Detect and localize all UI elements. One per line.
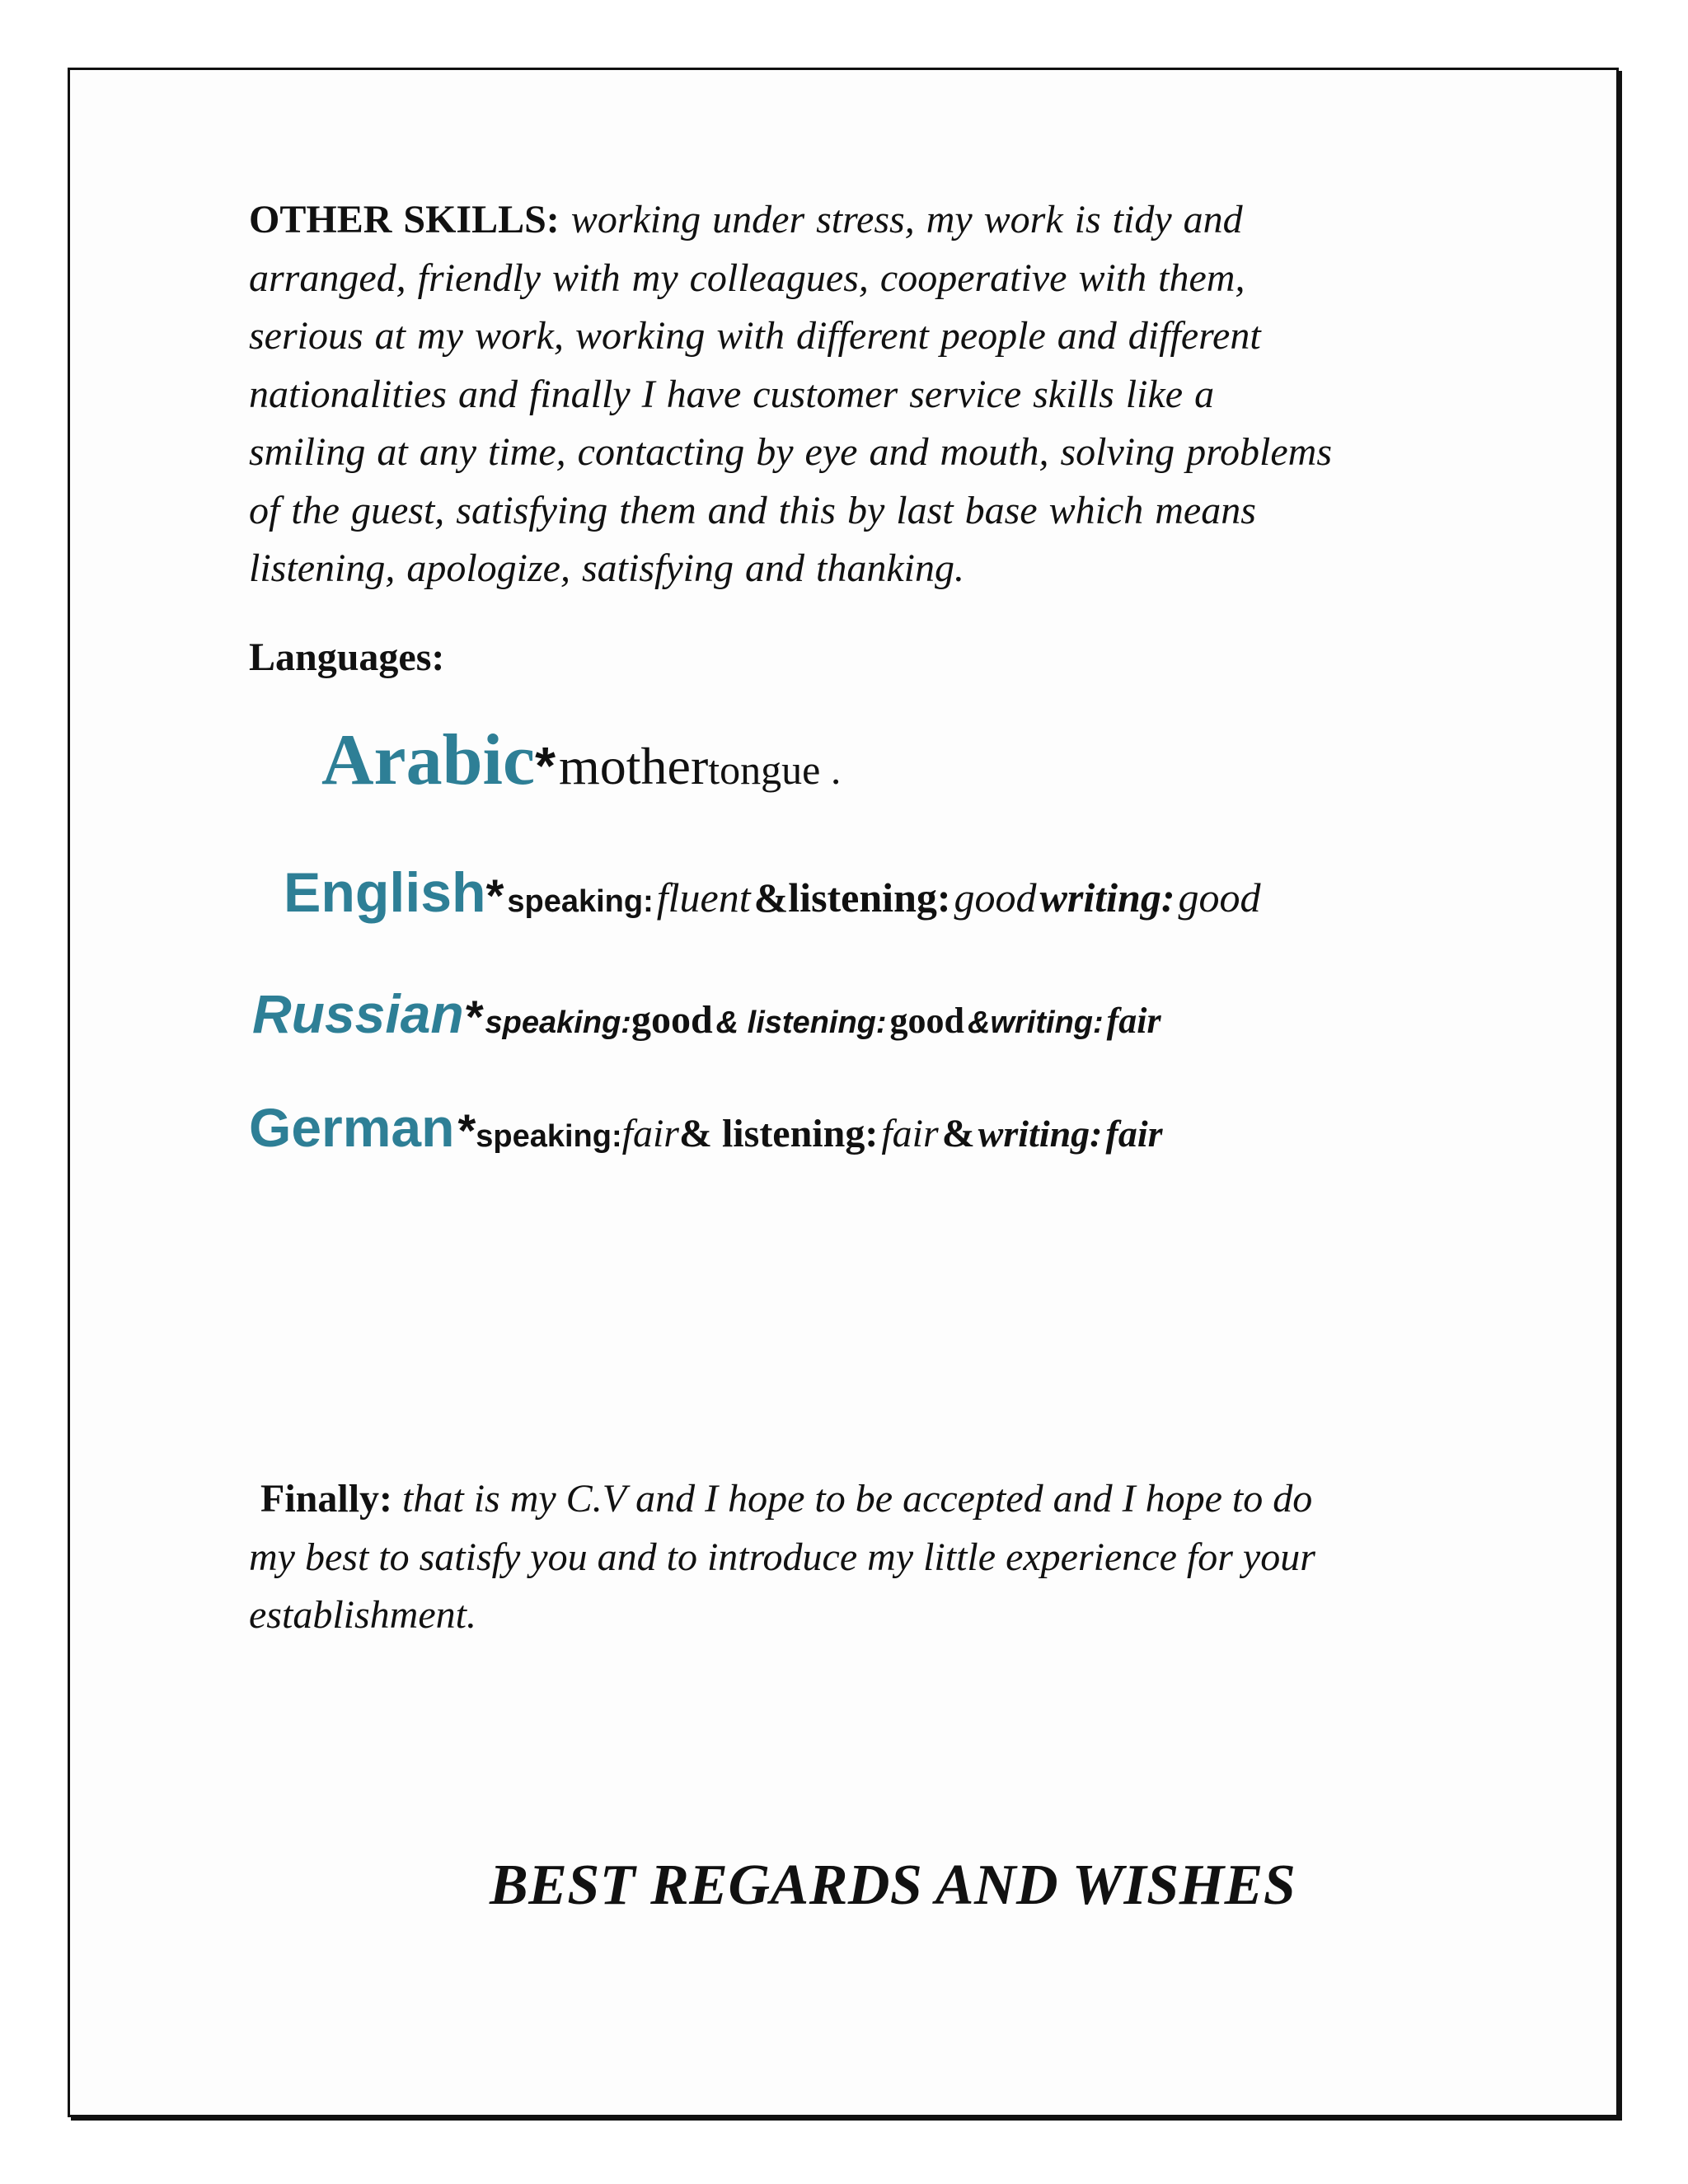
russian-listening-value: good [889, 1001, 965, 1041]
other-skills-line: smiling at any time, contacting by eye and mouth, solving problems [249, 430, 1333, 474]
german-listening-label: & listening: [678, 1112, 879, 1155]
german-amp: & [941, 1112, 975, 1155]
german-speaking-label: speaking: [476, 1119, 622, 1154]
other-skills-line: arranged, friendly with my colleagues, cooperative with them, [249, 255, 1245, 300]
finally-line: establishment. [249, 1593, 476, 1637]
language-name-russian: Russian [252, 983, 464, 1044]
other-skills-line: working under stress, my work is tidy and [570, 198, 1243, 241]
other-skills-line: nationalities and finally I have customer service skills like a [249, 372, 1215, 416]
russian-writing-value: fair [1106, 1001, 1161, 1041]
english-speaking-value: fluent [656, 874, 751, 921]
german-writing-value: fair [1105, 1113, 1163, 1155]
languages-title: Languages: [249, 635, 445, 679]
language-row-arabic [321, 719, 841, 802]
english-listening-label: &listening: [753, 874, 951, 921]
other-skills-line: of the guest, satisfying them and this by last base which means [249, 488, 1256, 532]
cv-content [249, 191, 1469, 1917]
english-writing-label: writing: [1039, 874, 1175, 921]
language-name-german: German [249, 1097, 455, 1158]
language-name-arabic: Arabic [321, 720, 536, 800]
english-speaking-label: speaking: [507, 884, 654, 919]
finally-line: my best to satisfy you and to introduce my little experience for your [249, 1535, 1315, 1579]
other-skills-label: OTHER SKILLS: [249, 198, 560, 241]
star-marker: * [485, 869, 504, 921]
language-row-russian [252, 982, 1161, 1045]
russian-writing-label: &writing: [968, 1005, 1104, 1040]
finally-paragraph [249, 1470, 1469, 1645]
english-writing-value: good [1178, 874, 1261, 921]
arabic-mother-text: mother [558, 737, 709, 795]
star-marker: * [463, 991, 482, 1043]
arabic-tongue-text: tongue . [708, 747, 842, 793]
language-name-english: English [284, 861, 486, 924]
finally-line: that is my C.V and I hope to be accepted and I hope to do [402, 1477, 1313, 1521]
german-writing-label: writing: [978, 1113, 1103, 1155]
other-skills-paragraph [249, 191, 1469, 598]
german-listening-value: fair [881, 1112, 939, 1155]
other-skills-line: listening, apologize, satisfying and thanking. [249, 546, 964, 590]
german-speaking-value: fair [621, 1112, 679, 1155]
language-row-german [249, 1096, 1163, 1159]
russian-listening-label: & listening: [715, 1005, 887, 1040]
star-marker: * [535, 736, 556, 795]
russian-speaking-label: speaking: [485, 1005, 631, 1040]
finally-label: Finally: [260, 1477, 393, 1521]
closing-regards: BEST REGARDS AND WISHES [490, 1854, 1296, 1917]
other-skills-line: serious at my work, working with different people and different [249, 314, 1261, 358]
language-row-english [284, 860, 1261, 925]
star-marker: * [457, 1104, 476, 1156]
russian-speaking-value: good [631, 998, 713, 1042]
english-listening-value: good [954, 874, 1037, 921]
